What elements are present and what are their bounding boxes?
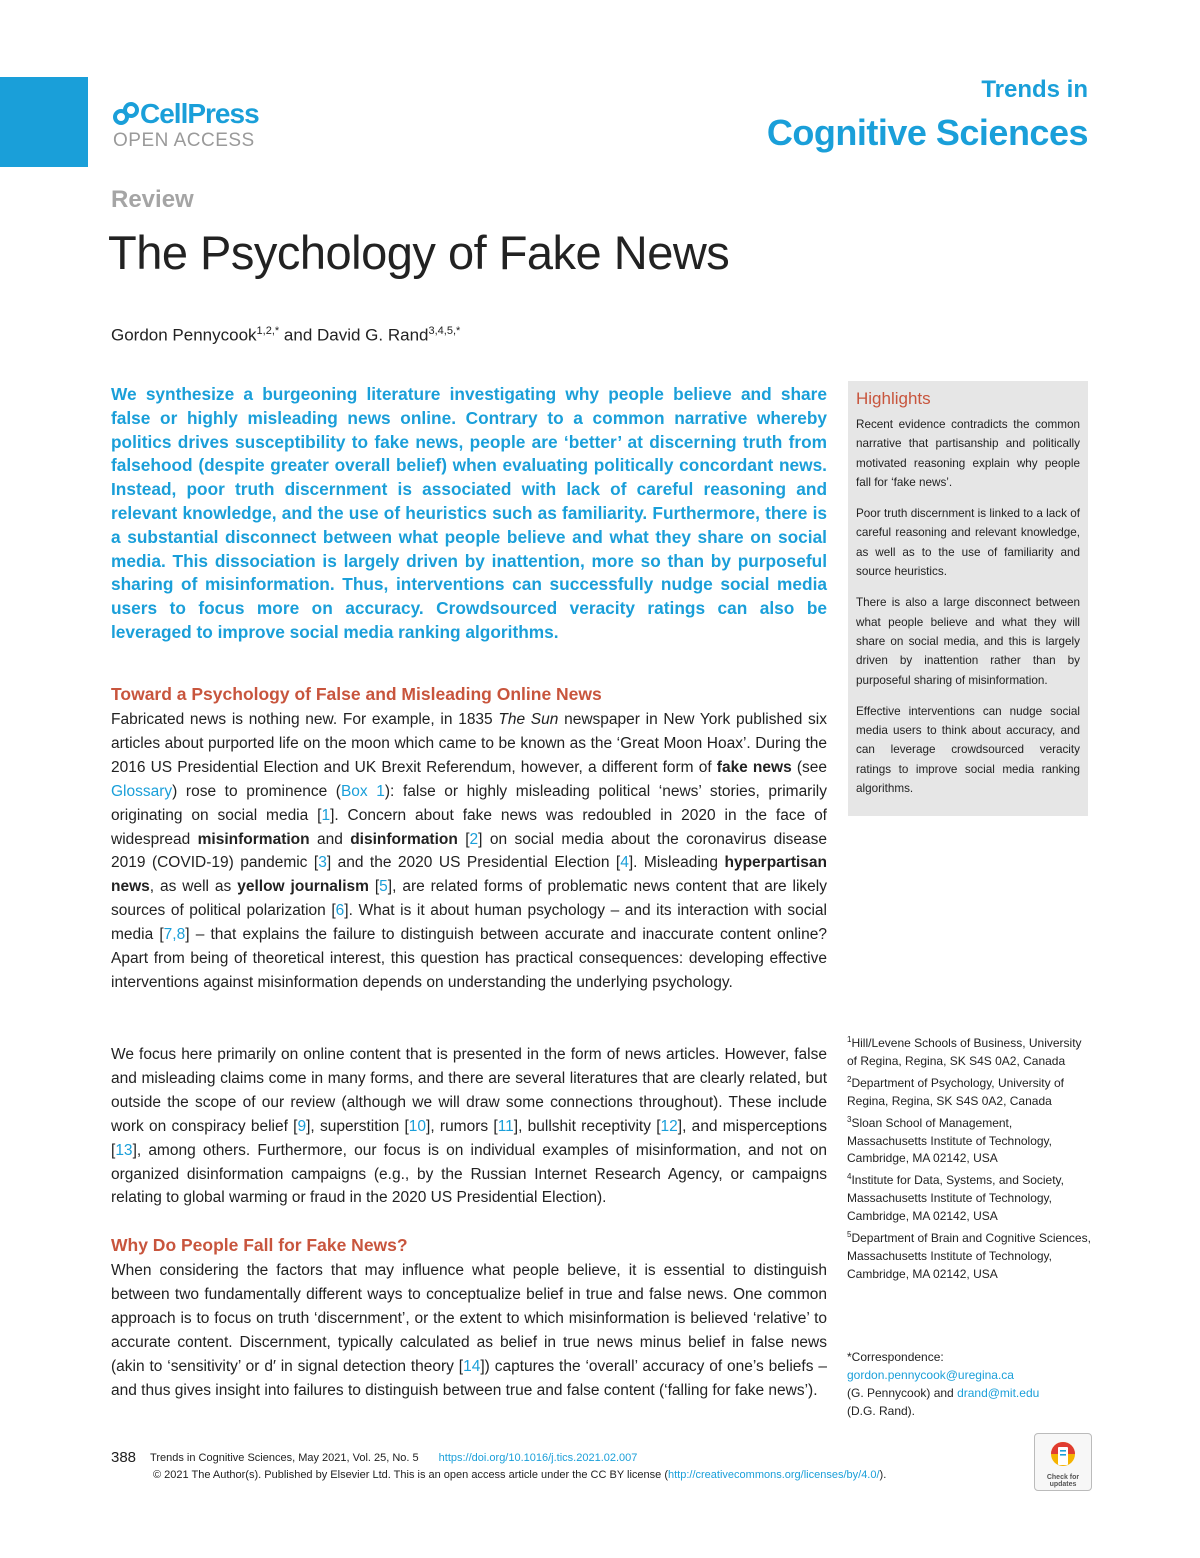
section-heading: Why Do People Fall for Fake News? [111, 1235, 408, 1255]
author-name: Gordon Pennycook [111, 325, 257, 345]
article-title: The Psychology of Fake News [108, 226, 730, 279]
affiliations [847, 1031, 1091, 1284]
author-list [111, 325, 460, 346]
affiliation-item: $^5$Department of Brain and Cognitive Sciences, Massachusetts Institute of Technology, Cambridge, MA 02142, USA [847, 1230, 1091, 1281]
glossary-term: misinformation [197, 830, 310, 848]
section-heading: Toward a Psychology of False and Misleading Online News [111, 684, 602, 704]
glossary-term: hyperpartisan news [111, 854, 828, 896]
citation-link[interactable]: 3 [318, 854, 327, 872]
affiliation-item: $^4$Institute for Data, Systems, and Society, Massachusetts Institute of Technology, Cambridge, MA 02142, USA [847, 1172, 1064, 1224]
page-number: 388 [111, 1449, 137, 1466]
highlight-item: Poor truth discernment is linked to a lack of careful reasoning and relevant knowledge, as well as to the use of familiarity and source heuristics. [856, 507, 1080, 579]
correspondence-label: *Correspondence: [847, 1350, 944, 1364]
highlight-item: Recent evidence contradicts the common narrative that partisanship and politically motivated reasoning explain why people fall for ‘fake news’. [856, 418, 1080, 489]
citation-link[interactable]: 2 [469, 830, 479, 848]
affiliation-item: $^3$Sloan School of Management, Massachusetts Institute of Technology, Cambridge, MA 02142, USA [847, 1114, 1053, 1166]
citation-link[interactable]: 4 [620, 854, 629, 872]
check-for-updates-label: Check for updates [1046, 1474, 1080, 1488]
glossary-link[interactable]: Glossary [111, 782, 173, 800]
check-for-updates-button[interactable] [1034, 1433, 1092, 1491]
body-paragraph: Fabricated news is nothing new. For example, in 1835 The Sun newspaper in New York published six articles about purported life on the moon which came to be known as the ‘Great Moon Hoax’. During the 2016 US Presidential Election and UK Brexit Referendum, however, a different form of fake news (see Glossary) rose to prominence (Box 1): false or highly misleading political ‘news’ stories, primarily originating on social media [1]. Concern about fake news was redoubled in 2020 in the face of widespread misinformation and disinformation [2] on social media about the coronavirus disease 2019 (COVID-19) pandemic [3] and the 2020 US Presidential Election [4]. Misleading hyperpartisan news, as well as yellow journalism [5], are related forms of problematic news content that are likely sources of political polarization [6]. What is it about human psychology – and its interaction with social media [7,8] – that explains the failure to distinguish between accurate and inaccurate content online? Apart from being of theoretical interest, this question has practical consequences: developing effective interventions against misinformation depends on understanding the underlying psychology. [111, 711, 828, 991]
author-name: David G. Rand [317, 325, 429, 345]
license-link[interactable]: http://creativecommons.org/licenses/by/4.0/ [668, 1469, 880, 1481]
citation-link[interactable]: 10 [408, 1117, 427, 1135]
citation-link[interactable]: 13 [115, 1141, 133, 1159]
doi-link[interactable]: https://doi.org/10.1016/j.tics.2021.02.007 [438, 1451, 638, 1464]
highlights-box [848, 381, 1088, 816]
body-paragraph: We focus here primarily on online content that is presented in the form of news articles. However, false and misleading claims come in many forms, and there are several literatures that are clearly related, but outside the scope of our review (although we will draw some connections throughout). These include work on conspiracy belief [9], superstition [10], rumors [11], bullshit receptivity [12], and misperceptions [13], among others. Furthermore, our focus is on individual examples of misinformation, and not on organized disinformation campaigns (e.g., by the Russian Internet Research Agency, or campaigns relating to global warming or fraud in the 2020 US Presidential Election). [111, 1046, 827, 1207]
journal-title-top: Trends in [981, 76, 1088, 103]
cellpress-logo-icon [113, 102, 139, 126]
author-affiliation-marker: 1,2,* [256, 325, 280, 337]
journal-title [767, 76, 1088, 154]
accent-bar [0, 77, 88, 167]
publisher-logo[interactable] [113, 100, 259, 152]
affiliation-item: $^1$Hill/Levene Schools of Business, University of Regina, Regina, SK S4S 0A2, Canada [847, 1035, 1082, 1068]
citation-link[interactable]: 7,8 [163, 926, 186, 944]
author-affiliation-marker: 3,4,5,* [428, 325, 461, 337]
open-access-label: OPEN ACCESS [113, 130, 255, 151]
affiliation-item: $^2$Department of Psychology, University of Regina, Regina, SK S4S 0A2, Canada [847, 1074, 1064, 1108]
journal-title-main: Cognitive Sciences [766, 112, 1088, 153]
check-for-updates-icon [1035, 1434, 1091, 1474]
glossary-term: yellow journalism [237, 878, 369, 896]
highlights-title: Highlights [856, 389, 931, 408]
citation-link[interactable]: 5 [379, 878, 388, 896]
journal-citation: Trends in Cognitive Sciences, May 2021, Vol. 25, No. 5 [150, 1451, 419, 1464]
highlight-item: There is also a large disconnect between what people believe and what they will share on social media, and this is largely driven by inattention rather than by purposeful sharing of misinformation. [856, 596, 1080, 687]
body-paragraph: When considering the factors that may influence what people believe, it is essential to distinguish between two fundamentally different ways to conceptualize belief in true and false news. One common approach is to focus on truth ‘discernment’, or the extent to which misinformation is believed ‘relative’ to accurate content. Discernment, typically calculated as belief in true news minus belief in false news (akin to ‘sensitivity’ or d′ in signal detection theory [14]) captures the ‘overall’ accuracy of one’s beliefs – and thus gives insight into failures to distinguish between true and false content (‘falling for fake news’). [111, 1262, 827, 1399]
correspondence: *Correspondence: gordon.pennycook@uregina.ca (G. Pennycook) and drand@mit.edu (D.G. Rand). [847, 1349, 1091, 1421]
citation-link[interactable]: 14 [463, 1357, 481, 1375]
article-type: Review [111, 186, 194, 213]
citation-link[interactable]: 1 [321, 806, 331, 824]
email-link[interactable]: drand@mit.edu [957, 1385, 1040, 1400]
citation-link[interactable]: 12 [660, 1117, 678, 1135]
publisher-name: CellPress [140, 98, 259, 129]
highlight-item: Effective interventions can nudge social media users to think about accuracy, and can leverage crowdsourced veracity ratings to improve social media ranking algorithms. [856, 704, 1080, 796]
email-link[interactable]: gordon.pennycook@uregina.ca [847, 1367, 1014, 1382]
author-separator: and [279, 325, 317, 345]
page-footer [111, 1449, 637, 1466]
abstract: We synthesize a burgeoning literature investigating why people believe and share false or highly misleading news online. Contrary to a common narrative whereby politics drives susceptibility to fake news, people are ‘better’ at discerning truth from falsehood (despite greater overall belief) when evaluating politically concordant news. Instead, poor truth discernment is associated with lack of careful reasoning and relevant knowledge, and the use of heuristics such as familiarity. Furthermore, there is a substantial disconnect between what people believe and what they share on social media. This dissociation is largely driven by inattention, more so than by purposeful sharing of misinformation. Thus, interventions can successfully nudge social media users to focus more on accuracy. Crowdsourced veracity ratings can also be leveraged to improve social media ranking algorithms. [111, 384, 827, 642]
box-link[interactable]: Box 1 [340, 782, 385, 800]
glossary-term: disinformation [350, 830, 458, 848]
glossary-term: fake news [716, 758, 792, 776]
citation-link[interactable]: 9 [297, 1117, 307, 1135]
license-notice: © 2021 The Author(s). Published by Elsevier Ltd. This is an open access article under the CC BY license (http://creativecommons.org/licenses/by/4.0/). [153, 1469, 887, 1481]
citation-link[interactable]: 6 [335, 902, 345, 920]
citation-link[interactable]: 11 [497, 1117, 514, 1135]
